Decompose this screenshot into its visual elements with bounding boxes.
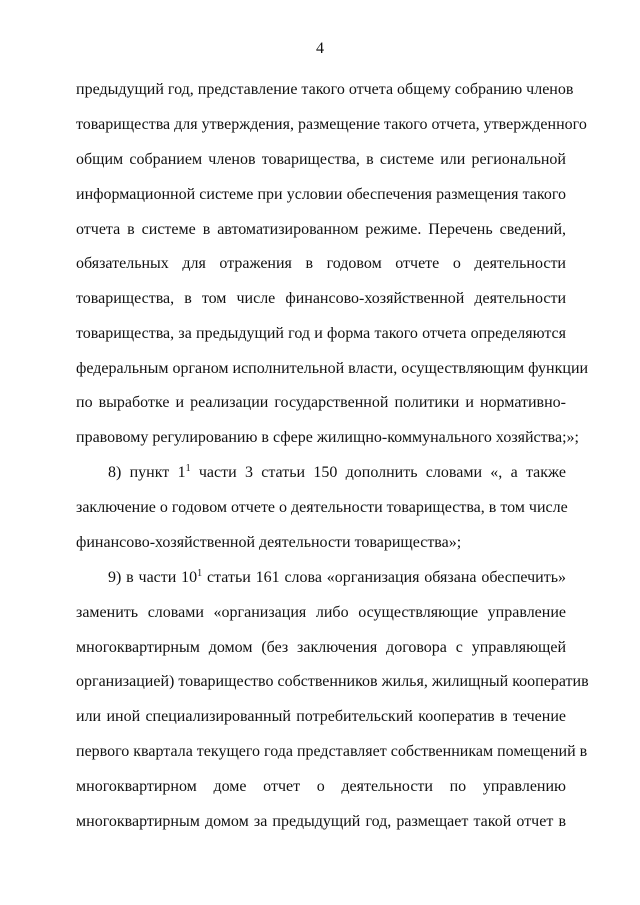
item-9-text: статьи 161 слова «организация обязана обеспечить»: [202, 569, 567, 586]
text-line: многоквартирным домом за предыдущий год, размещает такой отчет в: [76, 813, 566, 830]
text-line: многоквартирным домом (без заключения договора с управляющей: [76, 639, 566, 656]
text-line: товарищества, в том числе финансово-хозяйственной деятельности: [76, 290, 566, 307]
superscript: 1: [197, 568, 203, 579]
text-line: товарищества, за предыдущий год и форма такого отчета определяются: [76, 325, 566, 342]
item-9-text: 9) в части 10: [108, 569, 198, 586]
text-line: федеральным органом исполнительной власти, осуществляющим функции: [76, 360, 589, 377]
text-line: или иной специализированный потребительский кооператив в течение: [76, 708, 566, 725]
text-line: обязательных для отражения в годовом отчете о деятельности: [76, 255, 566, 272]
text-line: организацией) товарищество собственников жилья, жилищный кооператив: [76, 673, 589, 690]
page-number: 4: [316, 40, 324, 57]
item-8-text: части 3 статьи 150 дополнить словами «, а также: [190, 464, 566, 481]
superscript: 1: [185, 463, 191, 474]
text-line: информационной системе при условии обеспечения размещения такого: [76, 186, 566, 203]
text-line: заключение о годовом отчете о деятельности товарищества, в том числе: [76, 499, 568, 516]
text-line: заменить словами «организация либо осуществляющие управление: [76, 604, 566, 621]
item-8-first-line: [108, 463, 566, 483]
text-line: первого квартала текущего года представляет собственникам помещений в: [76, 743, 588, 760]
item-9-first-line: [108, 568, 566, 588]
item-8-text: 8) пункт 1: [108, 464, 186, 481]
text-line: предыдущий год, представление такого отчета общему собранию членов: [76, 81, 574, 98]
text-line: правовому регулированию в сфере жилищно-коммунального хозяйства;»;: [76, 429, 579, 446]
text-line: товарищества для утверждения, размещение такого отчета, утвержденного: [76, 116, 587, 133]
text-line: финансово-хозяйственной деятельности товарищества»;: [76, 534, 462, 551]
text-line: по выработке и реализации государственной политики и нормативно-: [76, 394, 566, 411]
text-line: многоквартирном доме отчет о деятельности по управлению: [76, 778, 566, 795]
text-line: общим собранием членов товарищества, в системе или региональной: [76, 151, 566, 168]
text-line: отчета в системе в автоматизированном режиме. Перечень сведений,: [76, 221, 566, 238]
